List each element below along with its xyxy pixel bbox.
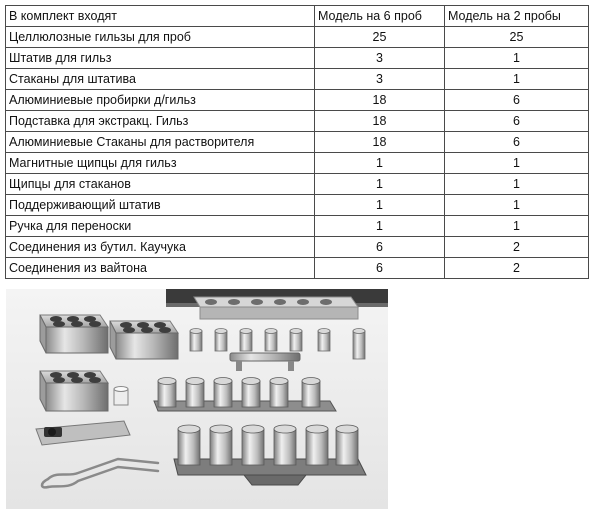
qty-model-2: 1 (445, 216, 589, 237)
qty-model-6: 1 (315, 153, 445, 174)
item-name: Подставка для экстракц. Гильз (6, 111, 315, 132)
equipment-photo (6, 289, 388, 509)
table-row (6, 174, 589, 195)
qty-model-2: 1 (445, 153, 589, 174)
table-row (6, 237, 589, 258)
table-row (6, 111, 589, 132)
table-row (6, 153, 589, 174)
item-name: Магнитные щипцы для гильз (6, 153, 315, 174)
table-row (6, 48, 589, 69)
header-model-2: Модель на 2 пробы (445, 6, 589, 27)
table-row (6, 216, 589, 237)
qty-model-2: 1 (445, 174, 589, 195)
item-name: Целлюлозные гильзы для проб (6, 27, 315, 48)
qty-model-6: 3 (315, 48, 445, 69)
item-name: Стаканы для штатива (6, 69, 315, 90)
qty-model-6: 18 (315, 90, 445, 111)
qty-model-2: 1 (445, 69, 589, 90)
table-row (6, 258, 589, 279)
table-row (6, 27, 589, 48)
table-row (6, 132, 589, 153)
header-kit-contents: В комплект входят (6, 6, 315, 27)
item-name: Соединения из бутил. Каучука (6, 237, 315, 258)
qty-model-6: 25 (315, 27, 445, 48)
item-name: Поддерживающий штатив (6, 195, 315, 216)
qty-model-2: 6 (445, 132, 589, 153)
qty-model-2: 2 (445, 237, 589, 258)
qty-model-6: 18 (315, 111, 445, 132)
heating-block-6-c (40, 371, 108, 411)
qty-model-2: 1 (445, 48, 589, 69)
tube-rack-top (194, 297, 358, 319)
qty-model-6: 1 (315, 216, 445, 237)
sample-cup (114, 387, 128, 406)
heating-block-6 (40, 315, 108, 353)
qty-model-6: 3 (315, 69, 445, 90)
qty-model-6: 1 (315, 195, 445, 216)
table-row (6, 90, 589, 111)
table-row (6, 69, 589, 90)
item-name: Соединения из вайтона (6, 258, 315, 279)
qty-model-6: 18 (315, 132, 445, 153)
qty-model-6: 1 (315, 174, 445, 195)
qty-model-2: 6 (445, 90, 589, 111)
table-row (6, 195, 589, 216)
item-name: Штатив для гильз (6, 48, 315, 69)
heating-block-6-b (110, 321, 178, 359)
item-name: Алюминиевые пробирки д/гильз (6, 90, 315, 111)
qty-model-6: 6 (315, 258, 445, 279)
qty-model-2: 25 (445, 27, 589, 48)
header-model-6: Модель на 6 проб (315, 6, 445, 27)
item-name: Алюминиевые Стаканы для растворителя (6, 132, 315, 153)
item-name: Ручка для переноски (6, 216, 315, 237)
item-name: Щипцы для стаканов (6, 174, 315, 195)
qty-model-2: 1 (445, 195, 589, 216)
qty-model-6: 6 (315, 237, 445, 258)
qty-model-2: 2 (445, 258, 589, 279)
table-header-row (6, 6, 589, 27)
kit-contents-table (5, 5, 589, 279)
qty-model-2: 6 (445, 111, 589, 132)
